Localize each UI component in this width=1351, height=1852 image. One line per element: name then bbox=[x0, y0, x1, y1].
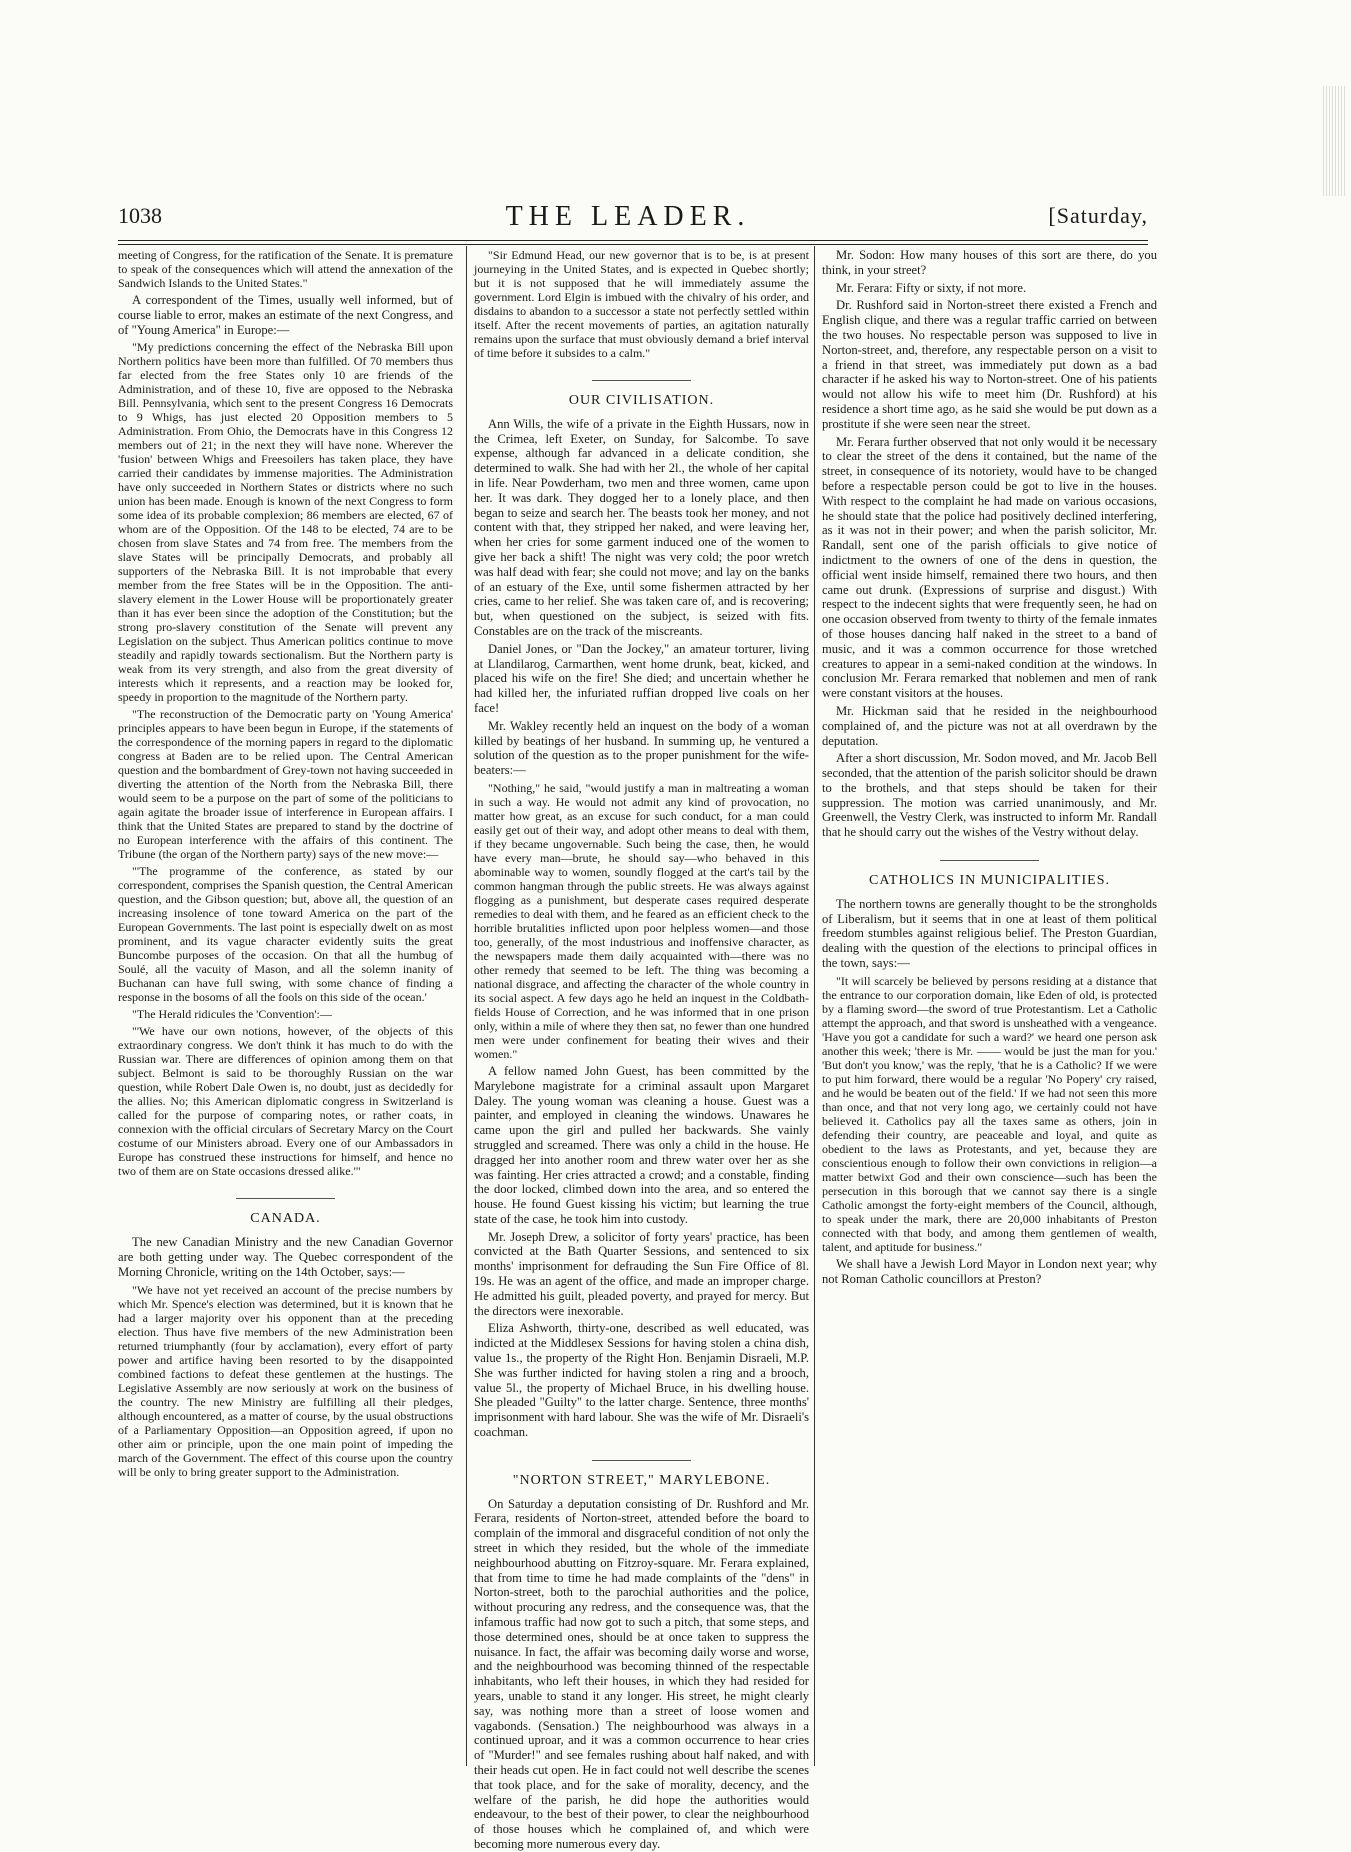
article-paragraph: Mr. Joseph Drew, a solicitor of forty years' practice, has been convicted at the Bath Quarter Sessions, and sentenced to six months' imprisonment for defrauding the Sun Fire Office of 8l. 19s. He was an agent of the office, and made an improper charge. He admitted his guilt, pleaded poverty, and prayed for mercy. But the directors were inexorable. bbox=[474, 1229, 809, 1318]
issue-day: [Saturday, bbox=[1048, 203, 1148, 228]
article-paragraph: meeting of Congress, for the ratification of the Senate. It is premature to speak of the consequences which will attend the annexation of the Sandwich Islands to the United States." bbox=[118, 248, 453, 290]
article-paragraph: The northern towns are generally thought to be the strongholds of Liberalism, but it seems that in one at least of them political freedom stumbles against religious belief. The Preston Guardian, dealing with the question of the elections to principal offices in the town, says:— bbox=[822, 896, 1157, 971]
section-heading-civilisation: OUR CIVILISATION. bbox=[474, 380, 809, 409]
column-2 bbox=[474, 248, 809, 1851]
page-number: 1038 bbox=[118, 203, 162, 228]
section-heading-catholics: CATHOLICS IN MUNICIPALITIES. bbox=[822, 860, 1157, 889]
article-paragraph: Mr. Hickman said that he resided in the neighbourhood complained of, and the picture was not at all overdrawn by the deputation. bbox=[822, 703, 1157, 748]
article-paragraph: Mr. Ferara: Fifty or sixty, if not more. bbox=[836, 280, 1027, 295]
scanned-page-edge bbox=[1323, 86, 1345, 196]
article-paragraph: Daniel Jones, or "Dan the Jockey," an amateur torturer, living at Llandilarog, Carmarthen, went home drunk, beat, kicked, and placed his wife on the fire! She died; and uncertain whether he had killed her, the infuriated ruffian dropped live coals on her face! bbox=[474, 641, 809, 715]
quoted-paragraph: "The Herald ridicules the 'Convention':— bbox=[132, 1007, 332, 1022]
article-paragraph: We shall have a Jewish Lord Mayor in London next year; why not Roman Catholic councillors at Preston? bbox=[822, 1256, 1157, 1286]
article-paragraph: A correspondent of the Times, usually well informed, but of course liable to error, makes an estimate of the next Congress, and of "Young America" in Europe:— bbox=[118, 293, 453, 337]
section-heading-norton-street: "NORTON STREET," MARYLEBONE. bbox=[474, 1460, 809, 1489]
article-paragraph: A fellow named John Guest, has been committed by the Marylebone magistrate for a criminal assault upon Margaret Daley. The young woman was cleaning a house. Guest was a painter, and employed in cleaning the windows. Unawares he came upon the girl and pulled her backwards. She vainly struggled and screamed. There was only a child in the house. He dragged her into another room and threw water over her as she was fainting. Her cries attracted a crowd; and a constable, finding the door locked, climbed down into the area, and so entered the house. He found Guest kissing his victim; but learning the true state of the case, he took him into custody. bbox=[474, 1063, 809, 1226]
masthead-rule-top bbox=[118, 240, 1148, 241]
article-paragraph: Mr. Ferara further observed that not only would it be necessary to clear the street of the dens it contained, but the name of the street, in consequence of its notoriety, would have to be changed before a respectable person could be got to live in the houses. With respect to the complaint he had made on various occasions, he should state that the police had positively declined interfering, as it was not in their power; and when the parish solicitor, Mr. Randall, sent one of the parish officials to give notice of indictment to the owners of one of the dens in question, the official went inside himself, remained there two hours, and then came out drunk. (Expressions of surprise and disgust.) With respect to the indecent sights that were frequently seen, he had on one occasion observed from twenty to thirty of the female inmates of those houses dancing half naked in the street to a band of music, and it was a common occurrence for those wretched creatures to appear in a semi-naked condition at the windows. In conclusion Mr. Ferara remarked that noblemen and men of rank were constant visitors at the houses. bbox=[822, 434, 1157, 701]
article-paragraph: Eliza Ashworth, thirty-one, described as well educated, was indicted at the Middlesex Sessions for having stolen a china dish, value 1s., the property of the Right Hon. Benjamin Disraeli, M.P. She was further indicted for having stolen a ring and a brooch, value 5l., the property of Michael Bruce, in his dwelling house. She pleaded "Guilty" to the latter charge. Sentence, three months' imprisonment with hard labour. She was the wife of Mr. Disraeli's coachman. bbox=[474, 1321, 809, 1440]
quoted-paragraph: "Nothing," he said, "would justify a man in maltreating a woman in such a way. He would not admit any kind of provocation, no matter how great, as an excuse for such conduct, for a man could easily get out of their way, and adopt other means to deal with them, if they became ungovernable. Such being the case, then, he would have every man—brute, he should say—who behaved in this abominable way to women, soundly flogged at the cart's tail by the common hangman through the public streets. He was always against flogging as a punishment, but desperate cases required desperate remedies to deal with them, and he feared as an efficient check to the horrible brutalities inflicted upon poor helpless women—and those too, generally, of the most industrious and inoffensive character, as the newspapers made them daily acquainted with—there was no other remedy that seemed to be left. The thing was becoming a national disgrace, and affecting the character of the whole country in its social aspect. A few days ago he held an inquest in the Coldbath-fields House of Correction, and he was informed that in one prison only, within a mile of where they then sat, no fewer than one hundred men were under confinement for beating their wives and their women." bbox=[474, 780, 809, 1061]
column-divider-1 bbox=[466, 246, 467, 1766]
article-paragraph: On Saturday a deputation consisting of Dr. Rushford and Mr. Ferara, residents of Norton-street, attended before the board to complain of the immoral and disgraceful condition of not only the street in which they resided, but the whole of the immediate neighbourhood abutting on Fitzroy-square. Mr. Ferara explained, that from time to time he had made complaints of the "dens" in Norton-street, both to the parochial authorities and the police, without procuring any redress, and the consequence was, that the infamous traffic had now got to such a pitch, that some steps, and those determined ones, should be at once taken to suppress the nuisance. In fact, the affair was becoming daily worse and worse, and the neighbourhood was becoming thinned of the respectable inhabitants, who left their houses, in which they had resided for years, unable to stand it any longer. His street, he might clearly say, was nothing more than a street of loose women and vagabonds. (Sensation.) The neighbourhood was always in a continued uproar, and it was a common occurrence to hear cries of "Murder!" and see females rushing about half naked, and with their heads cut open. He in fact could not well describe the scenes that took place, and for the sake of morality, decency, and the welfare of the parish, he did hope the authorities would endeavour, to the best of their power, to clear the neighbourhood of those houses which he complained of, and which were becoming more numerous every day. bbox=[474, 1496, 809, 1851]
quoted-paragraph: "Sir Edmund Head, our new governor that is to be, is at present journeying in the United States, and is expected in Quebec shortly; but it is not supposed that he will immediately assume the government. Lord Elgin is imbued with the chivalry of his order, and disdains to abandon to a successor a state not perfectly settled within itself. After the recent movements of parties, an agitation naturally remains upon the surface that must obviously demand a brief interval of time before it subsides to a calm." bbox=[474, 248, 809, 360]
article-paragraph: Dr. Rushford said in Norton-street there existed a French and English clique, and there was a regular traffic carried on between the two houses. No respectable person was supposed to live in Norton-street, and, therefore, any respectable person on a visit to a friend in that street, was immediately put down as a bad character if he asked his way to Norton-street. One of his patients would not allow his wife to meet him (Dr. Rushford) at his residence a short time ago, as he said she would be put down as a prostitute if she were seen near the street. bbox=[822, 298, 1157, 431]
article-paragraph: Mr. Wakley recently held an inquest on the body of a woman killed by beatings of her husband. In summing up, he ventured a solution of the question as to the proper punishment for the wife-beaters:— bbox=[474, 718, 809, 778]
column-divider-2 bbox=[814, 246, 815, 1766]
column-1 bbox=[118, 248, 453, 1768]
quoted-paragraph: "We have not yet received an account of the precise numbers by which Mr. Spence's election was determined, but it is known that he had a larger majority over his opponent than at the preceding election. Thus have five members of the new Administration been returned triumphantly (four by acclamation), every effort of party power and artifice having been resorted to by the disappointed combined factions to defeat these gentlemen at the hustings. The Legislative Assembly are now seriously at work on the business of the country. The new Ministry are fulfilling all their pledges, although encountered, as a matter of course, by the usual obstructions of a Parliamentary Opposition—an Opposition agreed, if upon no other aim or principle, upon the one main point of impeding the march of the Government. The effect of this course upon the country will be only to bring greater support to the Administration. bbox=[118, 1282, 453, 1479]
quoted-paragraph: "'We have our own notions, however, of the objects of this extraordinary congress. We don't think it has much to do with the Russian war. There are differences of opinion among them on that subject. Belmont is said to be thoroughly Russian on the war question, while Robert Dale Owen is, no doubt, just as decidedly for the allies. No; this American diplomatic congress in Switzerland is called for the purpose of comparing notes, or rather coats, in connexion with the official circulars of Secretary Marcy on the Court costume of our Ministers abroad. Every one of our Ambassadors in Europe has construed these instructions for himself, and hence no two of them are on State occasions dressed alike.'" bbox=[118, 1024, 453, 1179]
column-3 bbox=[822, 248, 1157, 1768]
quoted-paragraph: "My predictions concerning the effect of the Nebraska Bill upon Northern politics have been more than fulfilled. Of 70 members thus far elected from the free States only 10 are friends of the Administration, and of these 10, five are opposed to the Nebraska Bill. Pennsylvania, which sent to the present Congress 16 Democrats to 9 Whigs, has just elected 20 Opposition members to 5 Administration. From Ohio, the Democrats have in this Congress 12 members out of 21; in the next they will have none. Wherever the 'fusion' between Whigs and Freesoilers has taken place, they have carried their candidates by immense majorities. The Administration have only succeeded in Northern States or districts where no such union has been made. Enough is known of the next Congress to form some idea of its probable complexion; 86 members are elected, 67 of whom are of the Opposition. Of the 148 to be elected, 74 are to be chosen from slave States and 74 from free. The members from the slave States will be principally Democrats, and probably all supporters of the Nebraska Bill. It is not improbable that every member from the free States will be in the Opposition. The anti-slavery element in the Lower House will be proportionately greater than it has ever been since the adoption of the Constitution; but the strong pro-slavery constitution of the Senate will prevent any Legislation on the subject. Thus American politics continue to move steadily and rapidly towards sectionalism. But the Northern party is weak from its very strength, and also from the great diversity of interests which it represents, and a reaction may be looked for, speedy in proportion to the magnitude of the Northern party. bbox=[118, 340, 453, 705]
article-paragraph: Mr. Sodon: How many houses of this sort are there, do you think, in your street? bbox=[822, 248, 1157, 277]
quoted-paragraph: "It will scarcely be believed by persons residing at a distance that the entrance to our corporation domain, like Eden of old, is protected by a flaming sword—the sword of true Protestantism. Let a Catholic attempt the approach, and that sword is unsheathed with a vengeance. 'Have you got a candidate for such a ward?' we heard one person ask another this week; 'there is Mr. —— would be just the man for you.' 'But don't you know,' was the reply, 'that he is a Catholic? If we were to put him forward, there would be a regular 'No Popery' cry raised, and he would be beaten out of the field.' If we had not seen this more than once, and that not very long ago, we certainly could not have believed it. Catholics pay all the taxes same as others, join in defending their country, are peaceable and loyal, and quite as obedient to the laws as Protestants, and yet, because they are conscientious enough to follow their own convictions in religion—a matter betwixt God and their own conscience—such has been the persecution in this borough that we cannot say there is a single Catholic amongst the forty-eight members of the Council, although, to speak under the mark, there are 20,000 inhabitants of Preston connected with that body, and among them gentlemen of wealth, talent, and aptitude for business." bbox=[822, 973, 1157, 1254]
newspaper-title: THE LEADER. bbox=[505, 201, 751, 232]
quoted-paragraph: "'The programme of the conference, as stated by our correspondent, comprises the Spanish question, the Central American question, and the Gibson question; but, above all, the question of an increasing insolence of tone toward America on the part of the European Governments. The last point is especially dwelt on as most prominent, and its vague character evidently suits the great Buncombe purposes of the occasion. On that all the humbug of Soulé, all the vacuity of Mason, and all the solemn inanity of Buchanan can have full swing, with some chance of finding a response in the bosoms of all the fools on this side of the ocean.' bbox=[118, 864, 453, 1005]
article-paragraph: The new Canadian Ministry and the new Canadian Governor are both getting under way. The Quebec correspondent of the Morning Chronicle, writing on the 14th October, says:— bbox=[118, 1235, 453, 1279]
article-paragraph: After a short discussion, Mr. Sodon moved, and Mr. Jacob Bell seconded, that the attention of the parish solicitor should be drawn to the brothels, and that steps should be taken for their suppression. The motion was carried unanimously, and Mr. Greenwell, the Vestry Clerk, was instructed to inform Mr. Randall that he should carry out the wishes of the Vestry without delay. bbox=[822, 751, 1157, 840]
article-paragraph: Ann Wills, the wife of a private in the Eighth Hussars, now in the Crimea, left Exeter, on Sunday, for Salcombe. To save expense, although far advanced in a delicate condition, she determined to walk. She had with her 2l., the whole of her capital in life. Near Powderham, two men and three women, came upon her. It was dark. They dogged her to a lonely place, and then began to seize and search her. The beasts took her money, and not content with that, they stripped her naked, and were leaving her, when her cries for some garment induced one of the women to give her back a shift! The night was very cold; the poor wretch was half dead with fear; she could not move; and lay on the banks of an estuary of the Exe, until some fishermen attracted by her cries, came to her relief. She was taken care of, and is recovering; but, when questioned on the subject, is seized with fits. Constables are on the track of the miscreants. bbox=[474, 416, 809, 638]
masthead bbox=[118, 201, 1148, 241]
section-heading-canada: CANADA. bbox=[118, 1198, 453, 1227]
masthead-rule-bottom bbox=[118, 244, 1148, 245]
quoted-paragraph: "The reconstruction of the Democratic party on 'Young America' principles appears to have been begun in Europe, if the statements of the correspondence of the morning papers in regard to the diplomatic congress at Baden are to be relied upon. The Central American question and the bombardment of Grey-town not having succeeded in diverting the attention of the North from the Nebraska Bill, there would seem to be a purpose on the part of some of the politicians to again agitate the broader issue of interference in European affairs. I think that the United States are prepared to stand by the doctrine of no European interference with the affairs of this continent. The Tribune (the organ of the Northern party) says of the new move:— bbox=[118, 707, 453, 862]
